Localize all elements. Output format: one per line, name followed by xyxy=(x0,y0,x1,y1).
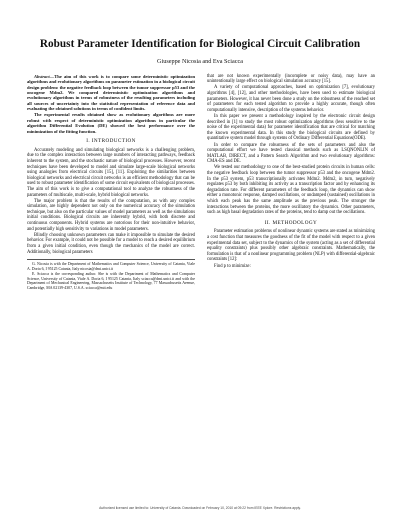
section-methodology-heading: II. METHODOLOGY xyxy=(264,219,318,226)
footnote-sciacca: E. Sciacca is the corresponding author. She is with the Department of Mathematics and Computer Science, University of Catania, Viale A. Doria 6, I 95125 Catania, Italy sciacca@dmi.unict.it and with the Department of Mechanical Engineering, Massachusetts Institute of Technology, 77 Massachusetts Avenue, Cambridge, MA 02139-4307, U.S.A. sciacca@mit.edu xyxy=(27,272,195,290)
intro-paragraph-3: Blindly choosing unknown parameters can make it impossible to simulate the desired behavior. For example, it could not be possible for a model to reach a desired equilibrium from a given initial condition, even though the mechanics of the model are correct. Additionally, biological parameters xyxy=(27,232,195,255)
intro-paragraph-7: We tested our methodology to one of the best-studied protein circuits in human cells: the negative feedback loop between the tumor suppressor p53 and the oncogene Mdm2. In the p53 system, p53 transcriptionally activates Mdm2. Mdm2, in turn, negatively regulates p53 by both inhibiting its activity as a transcription factor and by enhancing its degradation rate. For different parameters of the feedback loop, the dynamics can show either a monotonic response, damped oscillations, or undamped (sustained) oscillations in which each peak has the same amplitude as the previous peak. The stronger the interactions between the proteins, the more oscillatory the dynamics. Other parameters, such as high basal degradation rates of the proteins, tend to damp out the oscillations. xyxy=(207,165,375,216)
license-footer: Authorized licensed use limited to: University of Catania. Downloaded on February 10, 2010 at 09:22 from IEEE Xplore. Restrictions apply. xyxy=(99,506,301,510)
intro-paragraph-2: The major problem is that the results of the computation, as with any complex simulation, are highly dependent not only on the numerical accuracy of the simulation technique, but also on the particular values of model parameters as well as the simulations initial conditions. Biological circuits are inherently hybrid, with both discrete and continuous components. Hybrid systems are notorious for their non-intuitive behavior, and potentially high sensitivity to variations in model parameters. xyxy=(27,198,195,232)
left-column xyxy=(27,73,195,291)
section-introduction-heading: I. INTRODUCTION xyxy=(86,138,136,145)
intro-paragraph-1: Accurately modeling and simulating biological networks is a challenging problem, due to the complex interaction between large numbers of interacting pathways, feedback inherent to the system, and the stochastic nature of biological processes. However, recent techniques have been developed to model and simulate large-scale biological networks using analogies from electrical circuits [15], [11]. Exploiting the similarities between biological networks and electrical circuit networks is an efficient methodology that can be used to robust parameter identification of some circuit equivalents of biological processes. The aim of this work is to give a computational tool to analyze the robustness of the parameters of multiscale, multi-scale, hybrid biological networks. xyxy=(27,147,195,198)
abstract-text-1: The aim of this work is to compare some deterministic optimization algorithms and evolutionary algorithms on parameter estimation in a biological circuit design problem: the negative feedback loop between the tumor suppressor p53 and the oncogene Mdm2. We compared deterministic optimization algorithms and evolutionary algorithms in terms of robustness of the resulting parameters including all sources of uncertainty into the statistical representation of reference data and evaluating the obtained solutions in terms of confident limits. xyxy=(27,73,195,112)
abstract xyxy=(27,74,195,135)
paper-authors: Giuseppe Nicosia and Eva Sciacca xyxy=(157,58,243,65)
right-column xyxy=(207,73,375,269)
author-footnotes xyxy=(27,259,195,290)
footnote-nicosia: G. Nicosia is with the Department of Mathematics and Computer Science, University of Catania, Viale A. Doria 6, I 95125 Catania, Italy nicosia@dmi.unict.it xyxy=(27,262,195,271)
intro-paragraph-4: A variety of computational approaches, based on optimization [7], evolutionary algorithms [4], [12], and other methodologies, have been used to estimate biological parameters. However, it has never been done a study on the robustness of the reached set of parameters for each tested algorithm to provide a highly accurate, though often computationally intensive, description of the systems behavior. xyxy=(207,85,375,113)
methodology-paragraph-2: Find p to minimize: xyxy=(214,263,251,269)
intro-paragraph-3-continued: that are not known experimentally (incomplete or noisy data), may have an unintentionally large effect on biological simulation accuracy [15]. xyxy=(207,73,375,85)
abstract-paragraph-1 xyxy=(27,74,195,112)
abstract-paragraph-2: The experimental results obtained show as evolutionary algorithms are more robust with respect of deterministic optimization algorithms in particular the algorithm Differential Evolution (DE) showed the best performance over the minimization of the fitting function. xyxy=(27,112,195,134)
methodology-paragraph-1: Parameter estimation problems of nonlinear dynamic systems are stated as minimizing a cost function that measures the goodness of the fit of the model with respect to a given experimental data set, subject to the dynamics of the system (acting as a set of differential equality constraints) plus possibly other algebraic constraints. Mathematically, the formulation is that of a nonlinear programming problem (NLP) with differential-algebraic constraints [12]: xyxy=(207,229,375,263)
intro-paragraph-6: In order to compare the robustness of the sets of parameters and also the computational effort we have tested classical methods such as LSQNONLIN of MATLAB, DIRECT, and a Pattern Search Algorithm and two evolutionary algorithms: CMA-ES and DE. xyxy=(207,142,375,165)
paper-title: Robust Parameter Identification for Biological Circuit Calibration xyxy=(39,38,361,50)
intro-paragraph-5: In this paper we present a methodology inspired by the electronic circuit design described in [1] to study the most robust optimization algorithms (less sensitive to the noise of the experimental data) for parameter identification that are critical for matching the known experimental data. In this study the biological circuits are defined by quantitative system model through systems of Ordinary Differential Equations(ODE). xyxy=(207,113,375,142)
abstract-lead: Abstract— xyxy=(34,73,55,79)
